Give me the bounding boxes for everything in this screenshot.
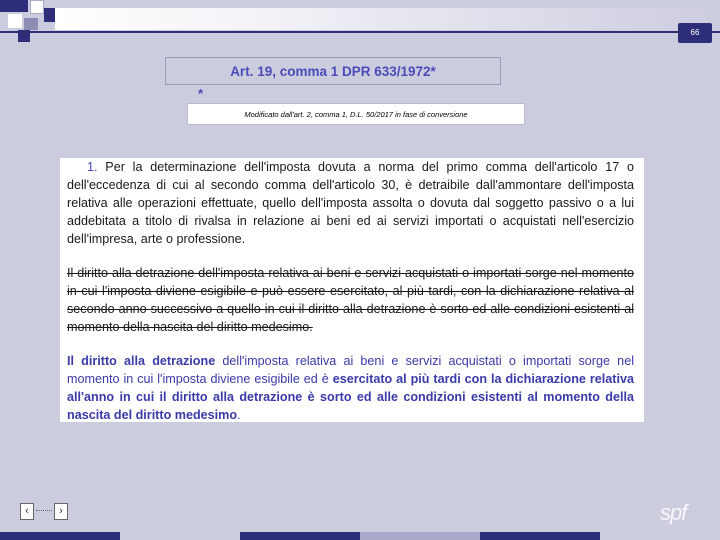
law-text-panel [60,158,644,422]
decorative-squares-logo [0,0,55,45]
amended-text-1: dell'imposta relativa ai beni e servizi acquistati o importati sorge nel momento in cui l'imposta diviene esigibile ed è [67,354,634,386]
bottom-color-bar [0,532,720,540]
amendment-note: Modificato dall'art. 2, comma 1, D.L. 50/2017 in fase di conversione [187,103,525,125]
decor-square [30,0,44,14]
bottom-bar-segment [240,532,360,540]
struck-paragraph: Il diritto alla detrazione dell'imposta relativa ai beni e servizi acquistati o importati sorge nel momento in cui l'imposta diviene esigibile e può essere esercitato, al più tardi, con la dichiarazione relativa al secondo anno successivo a quello in cui il diritto alla detrazione è sorto ed alle condizioni esistenti al momento della nascita del diritto medesimo. [67,266,634,334]
slide-title: Art. 19, comma 1 DPR 633/1972* [165,57,501,85]
previous-slide-button[interactable]: ‹ [20,503,34,520]
decor-square [18,30,30,42]
amended-end: . [237,408,241,422]
bottom-bar-segment [480,532,600,540]
footnote-asterisk: * [198,86,204,101]
header-gradient-bar [55,8,720,30]
bottom-bar-segment [600,532,720,540]
amended-bold-2: esercitato al più tardi con la dichiarazione relativa all'anno in cui il diritto alla detrazione è sorto ed alle condizioni esistenti al momento della nascita del diritto medesimo [67,372,634,422]
paragraph-number: 1. [87,160,98,174]
decor-square [44,8,55,22]
paragraph-1-text: Per la determinazione dell'imposta dovuta a norma del primo comma dell'articolo 17 o dell'eccedenza di cui al secondo comma dell'articolo 30, è detraibile dall'ammontare dell'imposta relativa alle operazioni effettuate, quello dell'imposta assolta o dovuta dal soggetto passivo o a lui addebitata a titolo di rivalsa in relazione ai beni ed ai servizi importati o acquistati nell'esercizio dell'impresa, arte o professione. [67,160,634,246]
decor-square [0,0,28,12]
header-divider [0,31,720,33]
nav-separator [36,510,52,511]
decor-square [8,14,22,28]
paragraph-1 [67,158,634,248]
next-slide-button[interactable]: › [54,503,68,520]
bottom-bar-segment [0,532,120,540]
page-number: 66 [678,23,712,43]
bottom-bar-segment [120,532,240,540]
decor-square [24,18,38,30]
amended-paragraph [67,352,634,422]
amended-bold-1: Il diritto alla detrazione [67,354,216,368]
bottom-bar-segment [360,532,480,540]
footer-logo: spf [660,500,687,525]
